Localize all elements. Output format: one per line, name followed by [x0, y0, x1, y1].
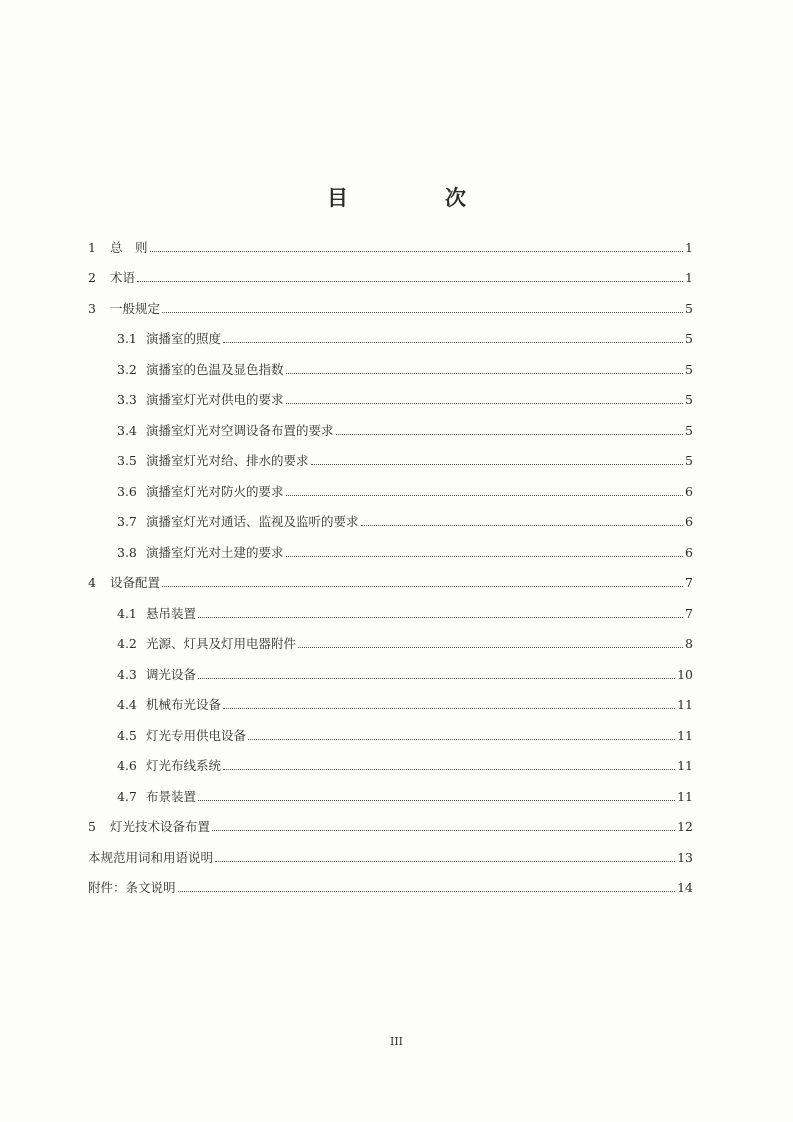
toc-entry-number: 2	[88, 270, 96, 285]
toc-entry-title: 演播室灯光对供电的要求	[146, 392, 284, 407]
toc-entry-page: 14	[677, 880, 693, 895]
toc-entry[interactable]	[117, 447, 693, 469]
dot-leader	[178, 890, 676, 892]
toc-entry-title: 一般规定	[110, 301, 161, 316]
toc-entry[interactable]	[117, 325, 693, 347]
dot-leader	[248, 738, 675, 740]
toc-entry-number: 4.1	[117, 606, 137, 621]
toc-entry[interactable]	[117, 783, 693, 805]
toc-entry[interactable]	[117, 539, 693, 561]
toc-entry[interactable]	[117, 356, 693, 378]
toc-entry-page: 6	[685, 545, 693, 560]
toc-entry-title: 本规范用词和用语说明	[88, 850, 214, 865]
toc-entry-page: 11	[677, 697, 693, 712]
toc-entry-title: 调光设备	[146, 667, 197, 682]
toc-entry-page: 11	[677, 789, 693, 804]
dot-leader	[336, 433, 683, 435]
dot-leader	[162, 585, 683, 587]
toc-entry-number: 5	[88, 819, 96, 834]
toc-entry-title: 总 则	[110, 240, 148, 255]
toc-entry[interactable]	[88, 295, 693, 317]
toc-entry-page: 5	[685, 362, 693, 377]
toc-entry-title: 演播室灯光对给、排水的要求	[146, 453, 309, 468]
toc-entry[interactable]	[117, 691, 693, 713]
dot-leader	[223, 341, 683, 343]
toc-entry-number: 3.4	[117, 423, 137, 438]
toc-entry-page: 5	[685, 301, 693, 316]
toc-entry-title: 设备配置	[110, 575, 161, 590]
toc-entry-page: 11	[677, 728, 693, 743]
toc-entry-number: 4.7	[117, 789, 137, 804]
toc-entry[interactable]	[117, 722, 693, 744]
toc-entry-title: 术语	[110, 270, 136, 285]
dot-leader	[361, 524, 683, 526]
toc-entry-title: 演播室的照度	[146, 331, 222, 346]
dot-leader	[223, 768, 675, 770]
dot-leader	[298, 646, 683, 648]
dot-leader	[286, 555, 683, 557]
toc-entry-number: 3.5	[117, 453, 137, 468]
toc-entry-number: 3.7	[117, 514, 137, 529]
dot-leader	[223, 707, 675, 709]
toc-entry-page: 5	[685, 453, 693, 468]
dot-leader	[215, 860, 675, 862]
toc-entry-title: 灯光布线系统	[146, 758, 222, 773]
toc-entry[interactable]	[88, 813, 693, 835]
toc-entry-number: 4	[88, 575, 96, 590]
toc-entry-page: 7	[685, 575, 693, 590]
toc-entry-page: 5	[685, 392, 693, 407]
toc-entry-title: 布景装置	[146, 789, 197, 804]
toc-entry-number: 4.6	[117, 758, 137, 773]
page-title: 目 次	[327, 185, 504, 211]
toc-entry-title: 演播室灯光对空调设备布置的要求	[146, 423, 334, 438]
toc-entry[interactable]	[117, 661, 693, 683]
toc-entry[interactable]	[117, 386, 693, 408]
toc-entry-number: 3.8	[117, 545, 137, 560]
dot-leader	[198, 677, 675, 679]
toc-entry-number: 4.2	[117, 636, 137, 651]
dot-leader	[162, 311, 683, 313]
toc-entry-title: 灯光技术设备布置	[110, 819, 211, 834]
toc-entry-page: 1	[685, 270, 693, 285]
dot-leader	[286, 372, 683, 374]
toc-entry-title: 光源、灯具及灯用电器附件	[146, 636, 297, 651]
toc-entry-page: 7	[685, 606, 693, 621]
dot-leader	[137, 280, 683, 282]
dot-leader	[212, 829, 675, 831]
toc-entry-title: 演播室灯光对防火的要求	[146, 484, 284, 499]
toc-entry-page: 12	[677, 819, 693, 834]
toc-entry[interactable]	[117, 600, 693, 622]
dot-leader	[311, 463, 683, 465]
toc-entry[interactable]	[88, 844, 693, 866]
toc-entry-title: 机械布光设备	[146, 697, 222, 712]
toc-entry-number: 3.6	[117, 484, 137, 499]
toc-entry[interactable]	[117, 478, 693, 500]
toc-entry-page: 1	[685, 240, 693, 255]
toc-entry-title: 演播室的色温及显色指数	[146, 362, 284, 377]
toc-entry-number: 3.3	[117, 392, 137, 407]
toc-entry-title: 灯光专用供电设备	[146, 728, 247, 743]
page-number: III	[389, 1035, 404, 1048]
dot-leader	[198, 616, 683, 618]
dot-leader	[150, 250, 683, 252]
dot-leader	[286, 402, 683, 404]
toc-entry-page: 8	[685, 636, 693, 651]
toc-entry-page: 13	[677, 850, 693, 865]
toc-entry-page: 10	[677, 667, 693, 682]
toc-entry[interactable]	[117, 417, 693, 439]
dot-leader	[286, 494, 683, 496]
toc-entry-page: 5	[685, 331, 693, 346]
toc-entry-page: 6	[685, 514, 693, 529]
toc-entry-number: 3.2	[117, 362, 137, 377]
toc-entry-number: 4.5	[117, 728, 137, 743]
toc-entry-page: 11	[677, 758, 693, 773]
toc-entry[interactable]	[117, 752, 693, 774]
dot-leader	[198, 799, 675, 801]
toc-entry-number: 4.3	[117, 667, 137, 682]
toc-entry-title: 演播室灯光对通话、监视及监听的要求	[146, 514, 359, 529]
toc-entry-title: 悬吊装置	[146, 606, 197, 621]
toc-entry-number: 3.1	[117, 331, 137, 346]
toc-entry[interactable]	[88, 264, 693, 286]
toc-entry[interactable]	[88, 234, 693, 256]
toc-entry-number: 1	[88, 240, 96, 255]
toc-entry[interactable]	[88, 874, 693, 896]
toc-entry-title: 演播室灯光对土建的要求	[146, 545, 284, 560]
toc-entry-page: 5	[685, 423, 693, 438]
toc-entry-number: 3	[88, 301, 96, 316]
toc-entry-page: 6	[685, 484, 693, 499]
toc-entry[interactable]	[117, 630, 693, 652]
toc-entry-title: 附件：条文说明	[88, 880, 176, 895]
toc-entry[interactable]	[117, 508, 693, 530]
toc-entry[interactable]	[88, 569, 693, 591]
toc-entry-number: 4.4	[117, 697, 137, 712]
